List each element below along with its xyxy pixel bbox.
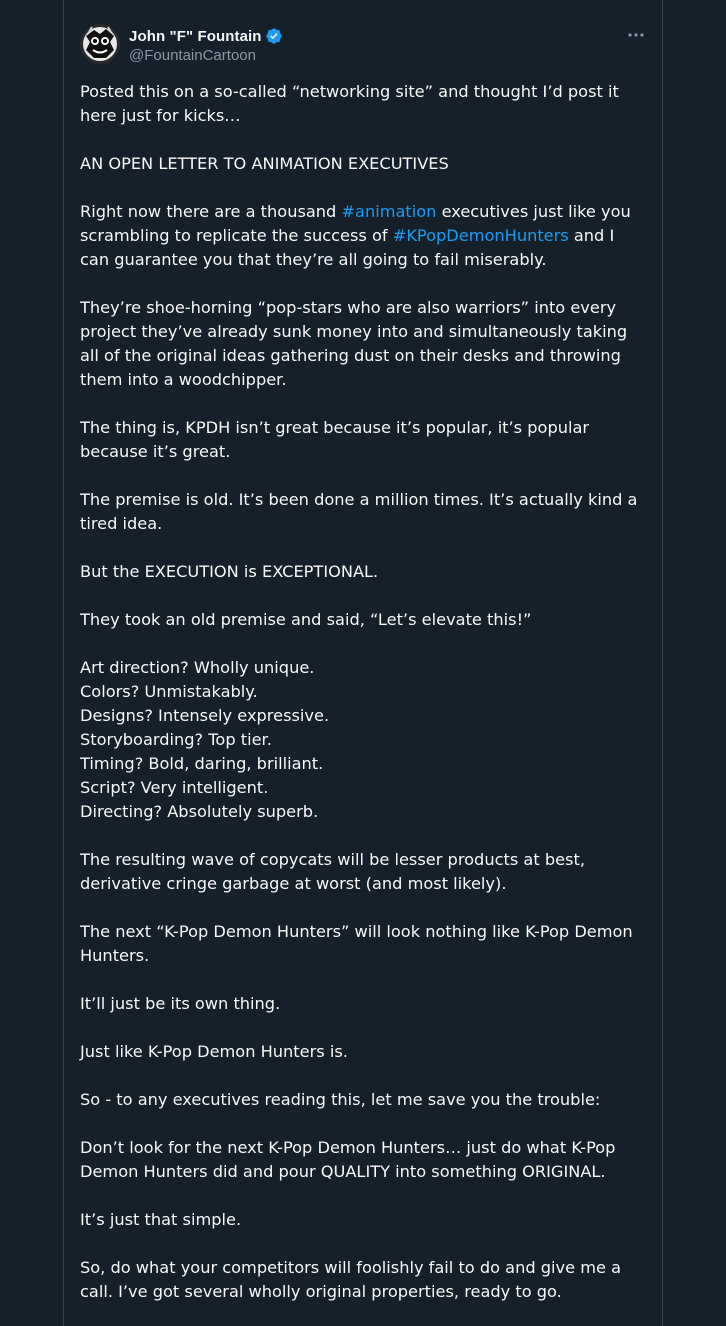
list-item: Designs? Intensely expressive. <box>80 706 330 725</box>
tweet-paragraph: They took an old premise and said, “Let’s elevate this!” <box>80 610 532 629</box>
tweet-paragraph: So, do what your competitors will foolishly fail to do and give me a call. I’ve got several wholly original properties, ready to go. <box>80 1258 622 1301</box>
tweet-paragraph: The thing is, KPDH isn’t great because it’s popular, it’s popular because it’s great. <box>80 418 590 461</box>
tweet-text-span: executives just like you scrambling to replicate the success of <box>80 202 631 245</box>
list-item: Directing? Absolutely superb. <box>80 802 319 821</box>
avatar-illustration <box>80 24 120 64</box>
verified-badge-icon[interactable] <box>265 27 283 45</box>
tweet-paragraph: They’re shoe-horning “pop-stars who are also warriors” into every project they’ve already sunk money into and simultaneously taking all of the original ideas gathering dust on their desks and throwing them into a woodchipper. <box>80 298 628 389</box>
tweet-header <box>80 14 646 62</box>
tweet-text-span: Right now there are a thousand <box>80 202 342 221</box>
hashtag-link[interactable]: #animation <box>341 202 437 221</box>
list-item: Colors? Unmistakably. <box>80 682 258 701</box>
tweet-paragraph: Posted this on a so-called “networking site” and thought I’d post it here just for kicks… <box>80 82 619 125</box>
avatar[interactable] <box>80 24 120 64</box>
hashtag-link[interactable]: #KPopDemonHunters <box>392 226 569 245</box>
tweet-paragraph <box>80 200 646 272</box>
tweet-paragraph: Just like K-Pop Demon Hunters is. <box>80 1042 348 1061</box>
tweet <box>80 14 646 1301</box>
author-names <box>129 26 283 64</box>
tweet-paragraph: The premise is old. It’s been done a million times. It’s actually kind a tired idea. <box>80 490 638 533</box>
display-name-row <box>129 26 283 46</box>
tweet-paragraph: It’ll just be its own thing. <box>80 994 281 1013</box>
list-item: Script? Very intelligent. <box>80 778 269 797</box>
tweet-text <box>80 80 646 1326</box>
tweet-paragraph: The next “K-Pop Demon Hunters” will look nothing like K-Pop Demon Hunters. <box>80 922 633 965</box>
tweet-paragraph: The resulting wave of copycats will be lesser products at best, derivative cringe garbage at worst (and most likely). <box>80 850 585 893</box>
list-item: Storyboarding? Top tier. <box>80 730 272 749</box>
tweet-paragraph: AN OPEN LETTER TO ANIMATION EXECUTIVES <box>80 154 449 173</box>
tweet-list <box>80 656 646 824</box>
tweet-paragraph: Don’t look for the next K-Pop Demon Hunters… just do what K-Pop Demon Hunters did and pour QUALITY into something ORIGINAL. <box>80 1138 616 1181</box>
more-options-icon[interactable] <box>626 27 646 43</box>
list-item: Art direction? Wholly unique. <box>80 658 315 677</box>
author-display-name[interactable]: John "F" Fountain <box>129 27 262 45</box>
timeline-column <box>63 0 663 1326</box>
list-item: Timing? Bold, daring, brilliant. <box>80 754 324 773</box>
author-handle[interactable]: @FountainCartoon <box>129 47 256 64</box>
tweet-paragraph: So - to any executives reading this, let me save you the trouble: <box>80 1090 601 1109</box>
tweet-text-span: and I can guarantee you that they’re all going to fail miserably. <box>80 226 615 269</box>
tweet-paragraph: It’s just that simple. <box>80 1210 242 1229</box>
tweet-paragraph: But the EXECUTION is EXCEPTIONAL. <box>80 562 379 581</box>
